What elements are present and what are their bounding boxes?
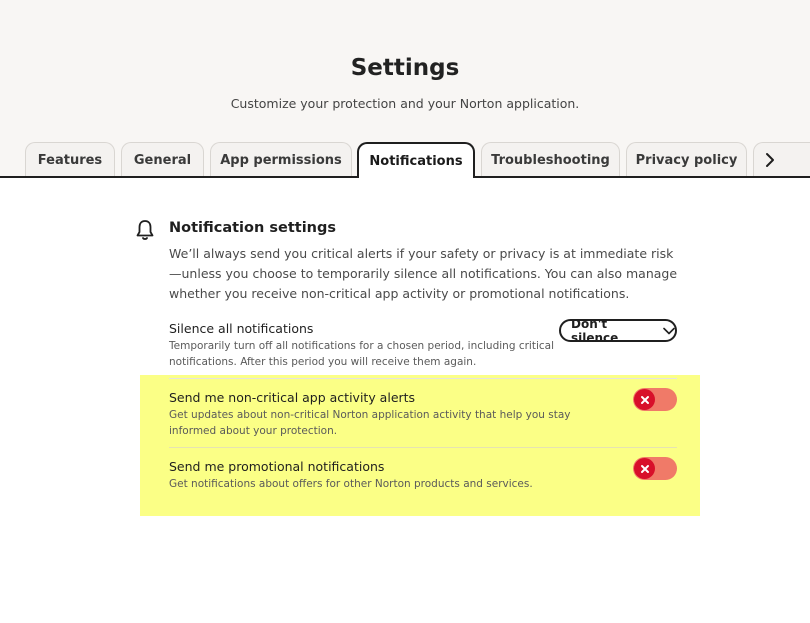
tab-app-permissions[interactable] xyxy=(210,142,352,177)
chevron-right-icon xyxy=(764,152,776,168)
tab-troubleshooting[interactable] xyxy=(481,142,620,177)
tab-notifications[interactable] xyxy=(357,142,475,178)
section-description: We’ll always send you critical alerts if your safety or privacy is at immediate risk—unless you choose to temporarily silence all notifications. You can also manage whether you receive non-critical app activity or promotional notifications. xyxy=(169,246,678,301)
promotional-notifications-toggle[interactable] xyxy=(633,457,677,480)
silence-title: Silence all notifications xyxy=(169,321,314,336)
silence-dropdown[interactable] xyxy=(559,316,677,345)
tab-privacy-policy[interactable] xyxy=(626,142,747,177)
tab-label: Features xyxy=(37,152,103,168)
tab-label: Notifications xyxy=(369,153,463,169)
tab-label: App permissions xyxy=(220,152,342,168)
chevron-down-icon xyxy=(663,327,675,335)
tab-label: Troubleshooting xyxy=(491,152,610,168)
tabs-scroll-right-button[interactable] xyxy=(753,142,810,177)
page-subtitle: Customize your protection and your Norton application. xyxy=(230,96,580,111)
close-icon xyxy=(640,395,650,405)
toggle-knob xyxy=(634,389,655,410)
settings-header xyxy=(0,0,810,177)
divider xyxy=(169,378,677,379)
tab-features[interactable] xyxy=(25,142,115,177)
divider xyxy=(169,447,677,448)
bell-icon xyxy=(135,219,155,241)
app-activity-alerts-toggle[interactable] xyxy=(633,388,677,411)
setting-description-app-activity: Get updates about non-critical Norton application activity that help you stay informed about your protection. xyxy=(169,409,571,437)
silence-dropdown-value: Don't silence xyxy=(571,316,619,345)
section-title: Notification settings xyxy=(169,220,336,236)
setting-title-app-activity: Send me non-critical app activity alerts xyxy=(169,390,416,405)
tab-general[interactable] xyxy=(121,142,204,177)
tab-label: Privacy policy xyxy=(635,152,738,168)
silence-description: Temporarily turn off all notifications for a chosen period, including critical notifications. After this period you will receive them again. xyxy=(169,340,554,368)
setting-title-promotional: Send me promotional notifications xyxy=(169,459,385,474)
page-title: Settings xyxy=(350,55,460,81)
close-icon xyxy=(640,464,650,474)
tab-label: General xyxy=(133,152,192,168)
toggle-knob xyxy=(634,458,655,479)
setting-description-promotional: Get notifications about offers for other Norton products and services. xyxy=(169,478,533,490)
